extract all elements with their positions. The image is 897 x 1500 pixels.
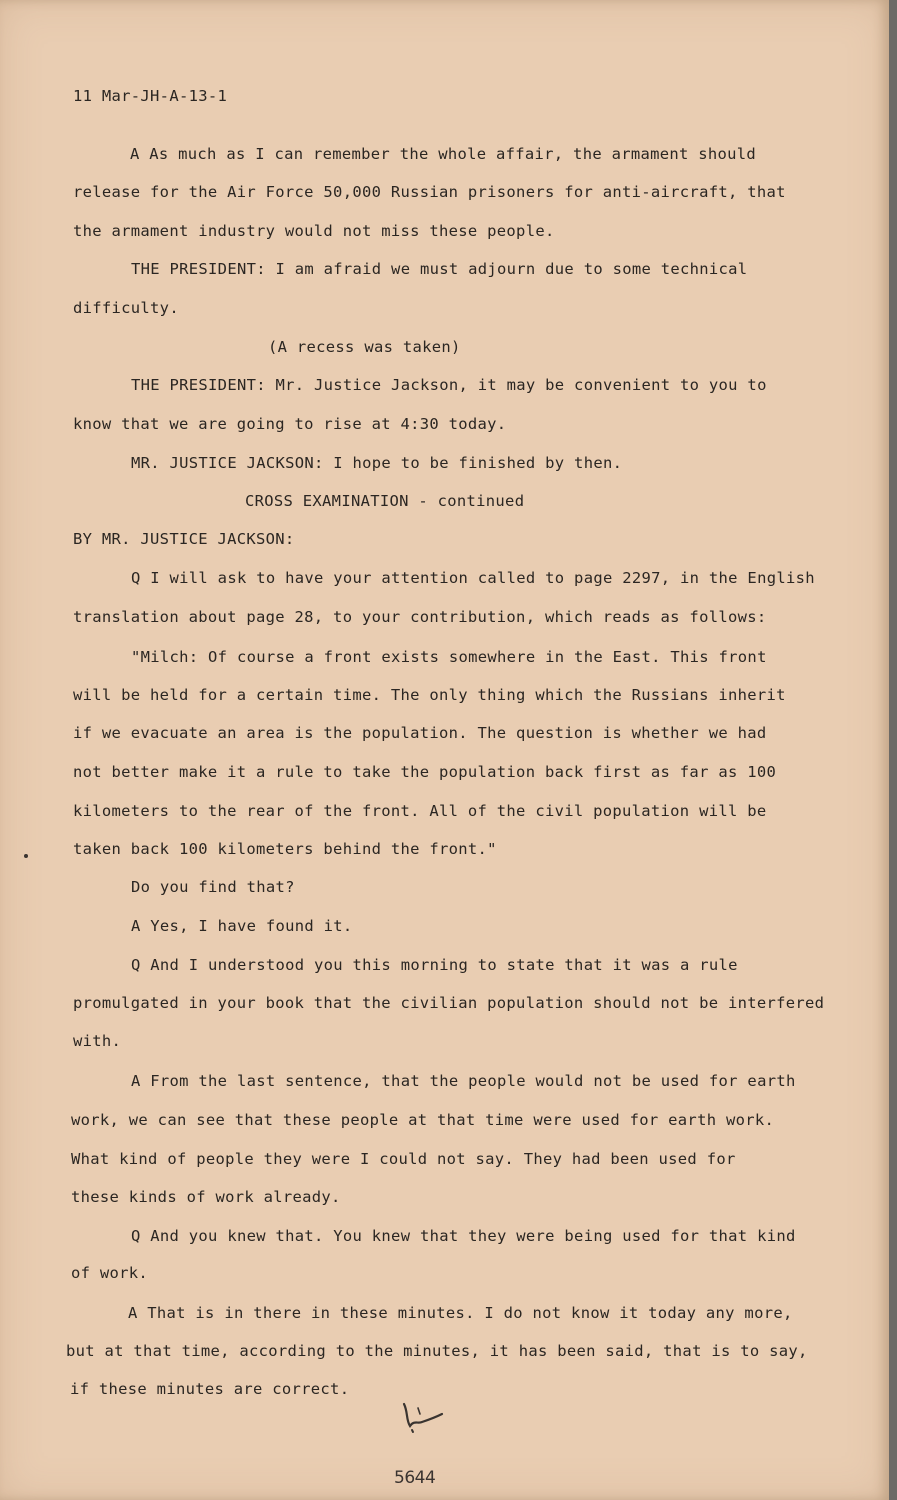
transcript-line: kilometers to the rear of the front. All of the civil population will be bbox=[73, 802, 767, 820]
paper-speck bbox=[24, 854, 28, 858]
transcript-line: difficulty. bbox=[73, 299, 179, 317]
transcript-line: work, we can see that these people at that time were used for earth work. bbox=[71, 1111, 775, 1129]
transcript-line: promulgated in your book that the civilian population should not be interfered bbox=[73, 994, 825, 1012]
transcript-line: will be held for a certain time. The only thing which the Russians inherit bbox=[73, 686, 786, 704]
transcript-line: of work. bbox=[71, 1264, 149, 1282]
transcript-line: A That is in there in these minutes. I do not know it today any more, bbox=[128, 1304, 793, 1322]
transcript-line: THE PRESIDENT: Mr. Justice Jackson, it may be convenient to you to bbox=[131, 376, 767, 394]
transcript-line: know that we are going to rise at 4:30 today. bbox=[73, 415, 507, 433]
transcript-line: CROSS EXAMINATION - continued bbox=[245, 492, 525, 510]
transcript-line: A As much as I can remember the whole affair, the armament should bbox=[130, 145, 757, 163]
transcript-line: (A recess was taken) bbox=[268, 338, 461, 356]
transcript-line: Do you find that? bbox=[131, 878, 295, 896]
scan-edge bbox=[889, 0, 897, 1500]
transcript-line: release for the Air Force 50,000 Russian prisoners for anti-aircraft, that bbox=[73, 183, 786, 201]
transcript-line: MR. JUSTICE JACKSON: I hope to be finished by then. bbox=[131, 454, 623, 472]
transcript-line: translation about page 28, to your contribution, which reads as follows: bbox=[73, 608, 767, 626]
handwritten-initials-mark bbox=[398, 1398, 448, 1438]
transcript-line: A From the last sentence, that the people would not be used for earth bbox=[131, 1072, 796, 1090]
transcript-line: with. bbox=[73, 1032, 122, 1050]
transcript-line: BY MR. JUSTICE JACKSON: bbox=[73, 530, 295, 548]
transcript-line: the armament industry would not miss these people. bbox=[73, 222, 555, 240]
transcript-line: A Yes, I have found it. bbox=[131, 917, 353, 935]
transcript-line: not better make it a rule to take the population back first as far as 100 bbox=[73, 763, 777, 781]
transcript-line: if these minutes are correct. bbox=[70, 1380, 350, 1398]
transcript-line: Q And you knew that. You knew that they were being used for that kind bbox=[131, 1227, 796, 1245]
transcript-line: but at that time, according to the minutes, it has been said, that is to say, bbox=[66, 1342, 808, 1360]
page-number: 5644 bbox=[394, 1468, 436, 1488]
transcript-line: What kind of people they were I could not say. They had been used for bbox=[71, 1150, 736, 1168]
transcript-line: these kinds of work already. bbox=[71, 1188, 341, 1206]
transcript-line: Q And I understood you this morning to state that it was a rule bbox=[131, 956, 738, 974]
transcript-line: taken back 100 kilometers behind the front." bbox=[73, 840, 497, 858]
transcript-line: Q I will ask to have your attention called to page 2297, in the English bbox=[131, 569, 815, 587]
transcript-line: "Milch: Of course a front exists somewhere in the East. This front bbox=[131, 648, 767, 666]
header-reference: 11 Mar-JH-A-13-1 bbox=[73, 87, 228, 105]
transcript-line: if we evacuate an area is the population. The question is whether we had bbox=[73, 724, 767, 742]
transcript-line: THE PRESIDENT: I am afraid we must adjourn due to some technical bbox=[131, 260, 748, 278]
